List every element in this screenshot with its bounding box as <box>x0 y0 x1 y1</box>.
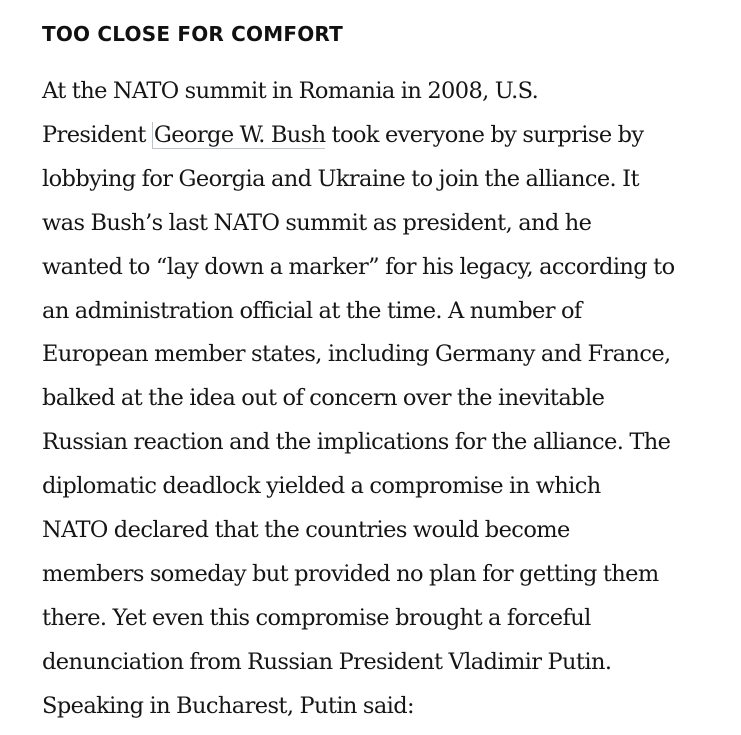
paragraph-text: President <box>42 121 152 148</box>
george-w-bush-link[interactable]: George W. Bush <box>153 121 326 148</box>
section-heading: TOO CLOSE FOR COMFORT <box>42 22 343 46</box>
paragraph-line: Russian reaction and the implications for the alliance. The <box>42 429 671 456</box>
paragraph-text: took everyone by surprise by <box>325 121 644 148</box>
paragraph-line: European member states, including Germany and France, <box>42 341 671 368</box>
paragraph-line: diplomatic deadlock yielded a compromise in which <box>42 473 601 500</box>
paragraph-line: there. Yet even this compromise brought a forceful <box>42 604 591 631</box>
paragraph-line: was Bush’s last NATO summit as president, and he <box>42 209 592 236</box>
paragraph-line: balked at the idea out of concern over the inevitable <box>42 385 605 412</box>
paragraph-line: wanted to “lay down a marker” for his legacy, according to <box>42 253 675 280</box>
paragraph-line: lobbying for Georgia and Ukraine to join the alliance. It <box>42 165 639 192</box>
paragraph-line: denunciation from Russian President Vladimir Putin. <box>42 648 612 675</box>
paragraph-line: NATO declared that the countries would become <box>42 517 570 544</box>
paragraph-line <box>42 114 712 158</box>
paragraph-line: an administration official at the time. A number of <box>42 297 582 324</box>
paragraph-line: members someday but provided no plan for getting them <box>42 560 659 587</box>
article <box>42 20 712 729</box>
paragraph-line: At the NATO summit in Romania in 2008, U.S. <box>42 78 539 104</box>
article-paragraph <box>42 70 712 729</box>
paragraph-line: Speaking in Bucharest, Putin said: <box>42 692 415 719</box>
